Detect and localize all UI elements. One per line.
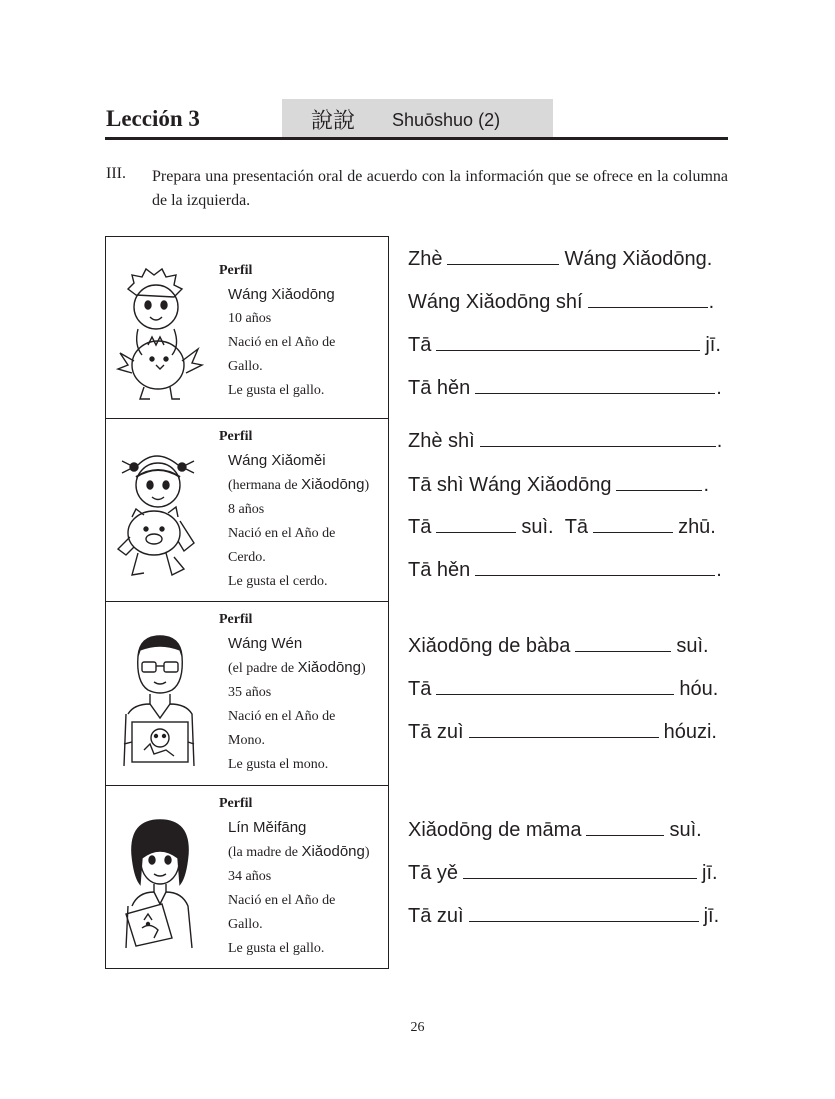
sentence-text: Tā (408, 678, 432, 700)
relation-name: Xiǎodōng (301, 476, 365, 493)
father-with-monkey-picture-illustration (114, 632, 206, 772)
sentence-4 (408, 377, 722, 400)
sentence-text: . (716, 430, 723, 452)
header-hanzi: 說說 (311, 108, 356, 133)
profile-zodiac: Mono. (228, 733, 265, 748)
relation-prefix: (la madre de (228, 845, 302, 860)
page-number: 26 (410, 1020, 425, 1035)
profiles-table (105, 236, 389, 969)
answer-blank[interactable] (436, 531, 516, 533)
profile-zodiac: Gallo. (228, 359, 263, 374)
sentence-text: zhū. (678, 516, 716, 538)
sentence-text: . (716, 377, 722, 399)
sentence-12 (408, 819, 702, 842)
sentence-text: Tā (408, 516, 432, 538)
profile-birth-year: Nació en el Año de (228, 709, 336, 724)
sentence-text: Tā zuì (408, 905, 464, 927)
profile-age: 34 años (228, 869, 272, 884)
boy-with-rooster-illustration (114, 265, 206, 405)
girl-with-pig-illustration (114, 447, 206, 587)
answer-blank[interactable] (575, 650, 671, 652)
profile-info (219, 425, 369, 594)
sentence-7 (408, 516, 716, 539)
sentence-text: suì. (676, 635, 709, 657)
sentence-text: Xiǎodōng de māma (408, 819, 582, 841)
sentence-text: Tā shì Wáng Xiǎodōng (408, 474, 612, 496)
profile-relation (228, 473, 369, 498)
profile-name: Lín Měifāng (228, 819, 307, 836)
lesson-title: Lección 3 (106, 106, 200, 131)
instruction-text: Prepara una presentación oral de acuerdo con la información que se ofrece en la columna de la izquierda. (152, 168, 728, 209)
sentence-text: Wáng Xiǎodōng shí (408, 291, 583, 313)
sentence-text: Tā zuì (408, 721, 464, 743)
profile-title: Perfil (219, 796, 253, 811)
sentence-text: jī. (705, 334, 721, 356)
profile-likes: Le gusta el cerdo. (228, 574, 328, 589)
profile-title: Perfil (219, 429, 253, 444)
profile-info (219, 259, 335, 403)
profile-name: Wáng Xiǎoměi (228, 452, 326, 469)
answer-blank[interactable] (475, 392, 715, 394)
profile-title: Perfil (219, 612, 253, 627)
sentence-3 (408, 334, 721, 357)
sentence-text: Tā (564, 516, 589, 538)
profile-age: 10 años (228, 311, 272, 326)
answer-blank[interactable] (436, 693, 674, 695)
profile-card-xiaomei (106, 419, 388, 602)
answer-blank[interactable] (469, 736, 659, 738)
profile-name: Wáng Wén (228, 635, 303, 652)
profile-age: 35 años (228, 685, 272, 700)
sentence-8 (408, 559, 722, 582)
relation-suffix: ) (364, 478, 370, 493)
profile-info (219, 792, 370, 961)
profile-birth-year: Nació en el Año de (228, 335, 336, 350)
profile-likes: Le gusta el gallo. (228, 941, 325, 956)
relation-suffix: ) (360, 661, 366, 676)
sentence-text: hóuzi. (663, 721, 717, 743)
sentence-14 (408, 905, 719, 928)
relation-suffix: ) (364, 845, 370, 860)
sentence-text: . (716, 559, 722, 581)
profile-card-meifang (106, 786, 388, 968)
sentence-text: suì. (669, 819, 702, 841)
header-rule (105, 137, 728, 140)
profile-birth-year: Nació en el Año de (228, 526, 336, 541)
sentence-text: suì. (521, 516, 554, 538)
profile-name: Wáng Xiǎodōng (228, 286, 335, 303)
sentence-6 (408, 474, 709, 497)
mother-with-rooster-picture-illustration (114, 814, 206, 954)
profile-card-xiaodong (106, 237, 388, 419)
sentence-text: Tā hěn (408, 559, 471, 581)
relation-prefix: (hermana de (228, 478, 302, 493)
profile-relation (228, 656, 366, 681)
answer-blank[interactable] (475, 574, 715, 576)
answer-blank[interactable] (480, 445, 716, 447)
sentence-1 (408, 248, 712, 271)
profile-likes: Le gusta el mono. (228, 757, 329, 772)
sentence-9 (408, 635, 709, 658)
relation-name: Xiǎodōng (301, 843, 365, 860)
answer-blank[interactable] (586, 834, 664, 836)
sentence-2 (408, 291, 714, 314)
sentence-text: Tā yě (408, 862, 459, 884)
sentence-text: Tā hěn (408, 377, 471, 399)
sentence-10 (408, 678, 718, 701)
profile-card-wangwen (106, 602, 388, 786)
sentence-text: Zhè shì (408, 430, 475, 452)
profile-zodiac: Gallo. (228, 917, 263, 932)
answer-blank[interactable] (588, 306, 708, 308)
answer-blank[interactable] (469, 920, 699, 922)
relation-prefix: (el padre de (228, 661, 298, 676)
answer-blank[interactable] (593, 531, 673, 533)
relation-name: Xiǎodōng (297, 659, 361, 676)
answer-blank[interactable] (447, 263, 559, 265)
profile-title: Perfil (219, 263, 253, 278)
sentence-11 (408, 721, 717, 744)
answer-blank[interactable] (616, 489, 702, 491)
sentence-text: Tā (408, 334, 432, 356)
profile-zodiac: Cerdo. (228, 550, 266, 565)
sentence-13 (408, 862, 718, 885)
sentence-text: hóu. (679, 678, 719, 700)
sentence-text: Wáng Xiǎodōng. (564, 248, 713, 270)
profile-info (219, 608, 366, 777)
answer-blank[interactable] (436, 349, 700, 351)
profile-relation (228, 840, 370, 865)
sentence-text: Zhè (408, 248, 443, 270)
sentence-text: jī. (702, 862, 718, 884)
profile-age: 8 años (228, 502, 265, 517)
profile-likes: Le gusta el gallo. (228, 383, 325, 398)
answer-blank[interactable] (463, 877, 697, 879)
instruction-number: III. (106, 165, 126, 182)
profile-birth-year: Nació en el Año de (228, 893, 336, 908)
sentence-5 (408, 430, 722, 453)
sentence-text: jī. (703, 905, 720, 927)
sentence-text: Xiǎodōng de bàba (408, 635, 571, 657)
sentence-text: . (708, 291, 715, 313)
sentence-text: . (703, 474, 710, 496)
header-pinyin: Shuōshuo (2) (392, 110, 501, 130)
